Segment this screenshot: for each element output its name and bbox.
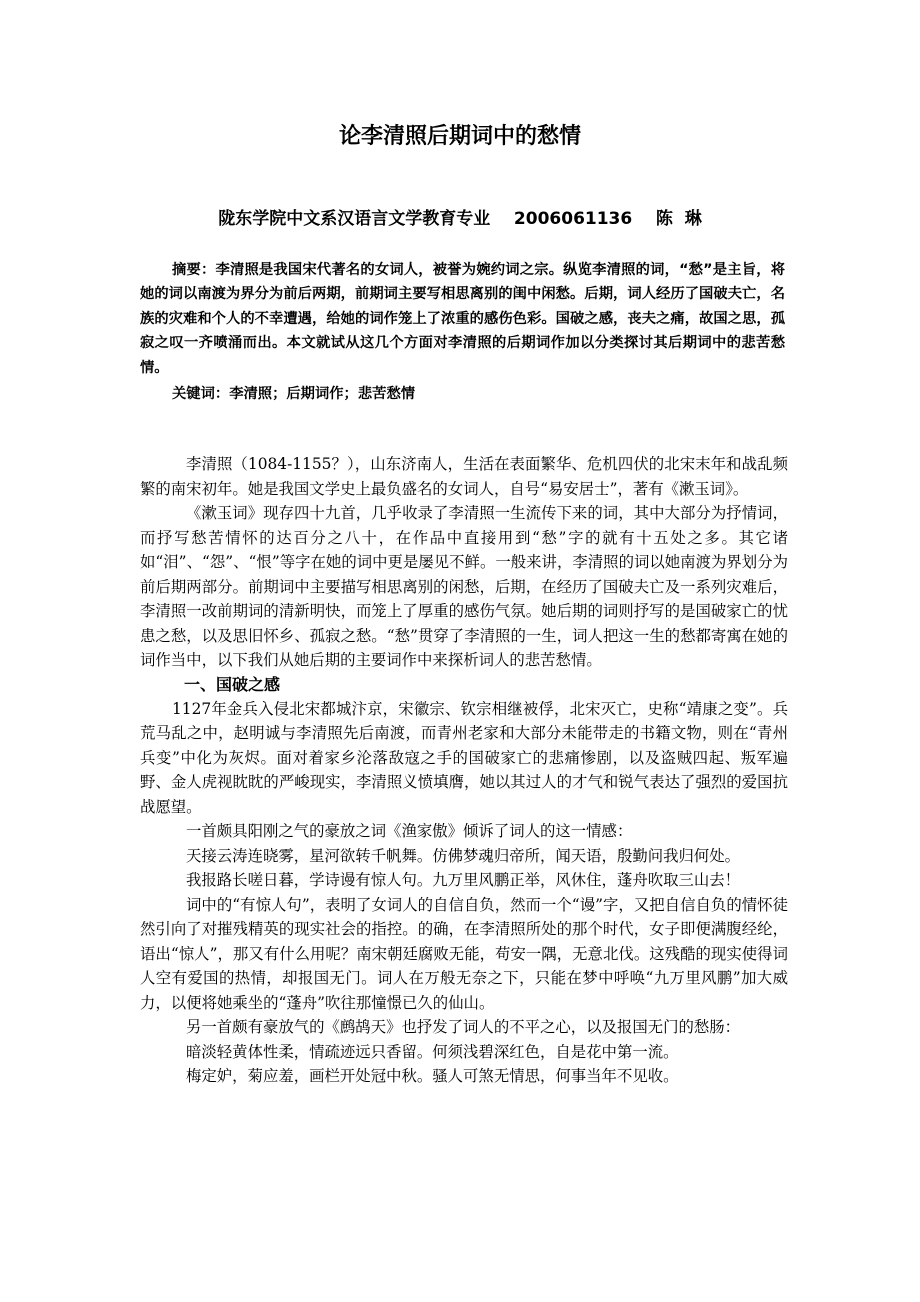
paper-title: 论李清照后期词中的愁情 [338, 124, 581, 149]
keywords-text: 李清照；后期词作；悲苦愁情 [229, 386, 416, 402]
section-paragraph: 词中的“有惊人句”，表明了女词人的自信自负，然而一个“谩”字，又把自信自负的情怀徒然引向了对摧残精英的现实社会的指控。的确，在李清照所处的那个时代，女子即便满腹经纶，语出“惊人”，那又有什么用呢？南宋朝廷腐败无能，苟安一隅，无意北伐。这残酷的现实使得词人空有爱国的热情，却报国无门。词人在万般无奈之下，只能在梦中呼唤“九万里风鹏”加大威力，以便将她乘坐的“蓬舟”吹往那憧憬已久的仙山。 [140, 895, 788, 1012]
section-heading: 一、国破之感 [184, 674, 281, 694]
section-paragraph: 另一首颇有豪放气的《鹧鸪天》也抒发了词人的不平之心，以及报国无门的愁肠： [186, 1018, 741, 1036]
body-text [140, 452, 788, 1089]
poem-line: 梅定妒，菊应羞，画栏开处冠中秋。骚人可煞无情思，何事当年不见收。 [186, 1067, 679, 1085]
section-paragraph: 一首颇具阳刚之气的豪放之词《渔家傲》倾诉了词人的这一情感： [186, 822, 633, 840]
abstract-text: 李清照是我国宋代著名的女词人，被誉为婉约词之宗。纵览李清照的词，“愁”是主旨，将她的词以南渡为界分为前后两期，前期词主要写相思离别的闺中闲愁。后期，词人经历了国破夫亡，名族的灾难和个人的不幸遭遇，给她的词作笼上了浓重的感伤色彩。国破之感，丧夫之痛，故国之思，孤寂之叹一齐喷涌而出。本文就试从这几个方面对李清照的后期词作加以分类探讨其后期词中的悲苦愁情。 [140, 262, 785, 376]
poem-line: 我报路长嗟日暮，学诗谩有惊人句。九万里风鹏正举，风休住，蓬舟吹取三山去！ [186, 871, 741, 889]
abstract-label: 摘要： [172, 262, 216, 278]
poem-line: 暗淡轻黄体性柔，情疏迹远只香留。何须浅碧深红色，自是花中第一流。 [186, 1042, 679, 1061]
intro-paragraph-2: 《漱玉词》现存四十九首，几乎收录了李清照一生流传下来的词，其中大部分为抒情词，而抒写愁苦情怀的达百分之八十，在作品中直接用到“愁”字的就有十五处之多。其它诸如“泪”、“怨”、“恨”等字在她的词中更是屡见不鲜。一般来讲，李清照的词以她南渡为界划分为前后期两部分。前期词中主要描写相思离别的闲愁，后期，在经历了国破夫亡及一系列灾难后，李清照一改前期词的清新明快，而笼上了厚重的感伤气氛。她后期的词则抒写的是国破家亡的忧患之愁，以及思旧怀乡、孤寂之愁。“愁”贯穿了李清照的一生，词人把这一生的愁都寄寓在她的词作当中，以下我们从她后期的主要词作中来探析词人的悲苦愁情。 [140, 504, 788, 669]
abstract [140, 258, 785, 380]
section-paragraph: 1127年金兵入侵北宋都城汴京，宋徽宗、钦宗相继被俘，北宋灭亡，史称“靖康之变”。兵荒马乱之中，赵明诚与李清照先后南渡，而青州老家和大部分未能带走的书籍文物，则在“青州兵变”中化为灰烬。面对着家乡沦落敌寇之手的国破家亡的悲痛惨剧，以及盗贼四起、叛军遍野、金人虎视眈眈的严峻现实，李清照义愤填膺，她以其过人的才气和锐气表达了强烈的爱国抗战愿望。 [140, 699, 788, 816]
poem-line: 天接云涛连晓雾，星河欲转千帆舞。仿佛梦魂归帝所，闻天语，殷勤问我归何处。 [186, 846, 741, 865]
intro-paragraph-1: 李清照（1084-1155？），山东济南人，生活在表面繁华、危机四伏的北宋末年和战乱频繁的南宋初年。她是我国文学史上最负盛名的女词人，自号“易安居士”，著有《漱玉词》。 [140, 455, 788, 498]
author-line: 陇东学院中文系汉语言文学教育专业 2006061136 陈 琳 [218, 209, 702, 229]
keywords [172, 382, 415, 406]
keywords-label: 关键词： [172, 386, 230, 402]
